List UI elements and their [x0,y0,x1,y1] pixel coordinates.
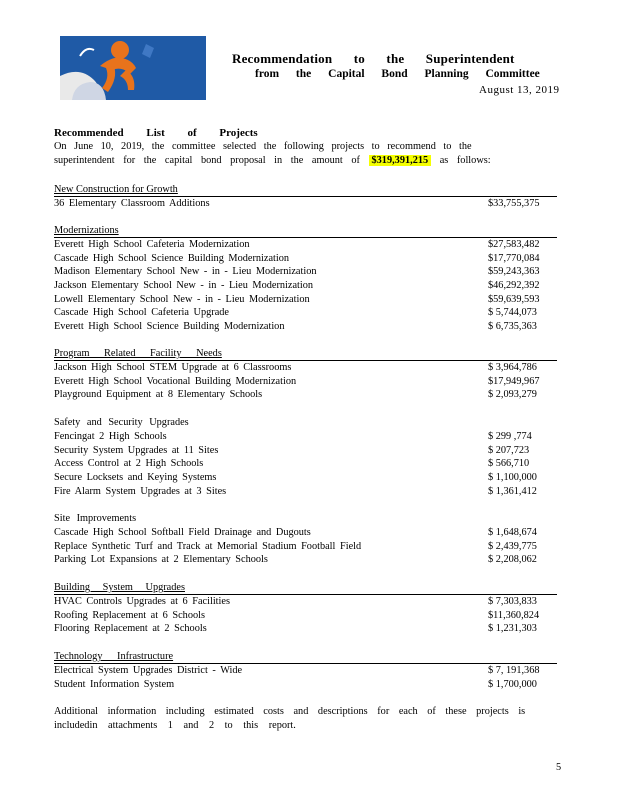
project-label: Cascade High School Science Building Modernization [54,253,290,264]
document-title: Recommendation to the Superintendent [232,51,515,66]
project-cost: $33,755,375 [488,198,540,209]
project-cost: $ 1,231,303 [488,623,537,634]
project-cost: $ 207,723 [488,445,530,456]
project-cost: $11,360,824 [488,610,540,621]
project-cost: $ 5,744,073 [488,307,537,318]
section-rule [54,594,557,595]
section-rule [54,360,557,361]
section-title-site: Site Improvements [54,513,137,524]
project-label: Jackson Elementary School New - in - Lieu Modernization [54,280,314,291]
page-number: 5 [556,762,562,773]
section-rule [54,196,557,197]
district-logo [60,36,206,100]
intro-line-1: On June 10, 2019, the committee selected the following projects to recommend to the [54,141,472,152]
project-label: Electrical System Upgrades District - Wide [54,665,243,676]
project-label: Security System Upgrades at 11 Sites [54,445,219,456]
project-cost: $ 2,208,062 [488,554,537,565]
project-label: Madison Elementary School New - in - Lieu Modernization [54,266,317,277]
project-label: Access Control at 2 High Schools [54,458,204,469]
section-title-building: Building System Upgrades [54,582,185,593]
project-cost: $ 6,735,363 [488,321,537,332]
intro-text-end: as follows: [439,155,491,166]
project-label: Playground Equipment at 8 Elementary Schools [54,389,263,400]
section-title-modernizations: Modernizations [54,225,119,236]
project-label: Parking Lot Expansions at 2 Elementary Schools [54,554,268,565]
project-cost: $ 1,700,000 [488,679,537,690]
project-cost: $17,770,084 [488,253,540,264]
document-date: August 13, 2019 [479,84,560,96]
closing-paragraph-line-1: Additional information including estimated costs and descriptions for each of these projects is [54,706,526,717]
project-cost: $59,243,363 [488,266,540,277]
section-heading: Recommended List of Projects [54,127,258,139]
project-label: Roofing Replacement at 6 Schools [54,610,205,621]
project-cost: $17,949,967 [488,376,540,387]
intro-line-2 [54,155,491,166]
project-cost: $ 3,964,786 [488,362,537,373]
section-rule [54,237,557,238]
project-cost: $ 566,710 [488,458,530,469]
project-cost: $27,583,482 [488,239,540,250]
project-label: Cascade High School Cafeteria Upgrade [54,307,229,318]
closing-paragraph-line-2: includedin attachments 1 and 2 to this report. [54,720,296,731]
project-label: 36 Elementary Classroom Additions [54,198,210,209]
project-label: Student Information System [54,679,175,690]
intro-text: superintendent for the capital bond proposal in the amount of [54,155,360,166]
project-label: Secure Locksets and Keying Systems [54,472,217,483]
bond-amount-highlight: $319,391,215 [369,155,432,166]
project-label: Everett High School Vocational Building Modernization [54,376,297,387]
project-label: Replace Synthetic Turf and Track at Memorial Stadium Football Field [54,541,362,552]
section-title-technology: Technology Infrastructure [54,651,174,662]
project-label: Flooring Replacement at 2 Schools [54,623,207,634]
project-cost: $ 1,361,412 [488,486,537,497]
project-label: HVAC Controls Upgrades at 6 Facilities [54,596,230,607]
project-cost: $ 2,093,279 [488,389,537,400]
project-label: Cascade High School Softball Field Drainage and Dugouts [54,527,311,538]
project-label: Lowell Elementary School New - in - Lieu Modernization [54,294,310,305]
project-cost: $ 299 ,774 [488,431,532,442]
project-cost: $ 1,100,000 [488,472,537,483]
project-cost: $ 7, 191,368 [488,665,540,676]
project-cost: $46,292,392 [488,280,540,291]
project-label: Fencingat 2 High Schools [54,431,167,442]
project-label: Everett High School Cafeteria Modernization [54,239,250,250]
section-title-growth: New Construction for Growth [54,184,178,195]
section-rule [54,663,557,664]
project-label: Jackson High School STEM Upgrade at 6 Classrooms [54,362,292,373]
project-cost: $ 2,439,775 [488,541,537,552]
project-cost: $ 7,303,833 [488,596,537,607]
document-subtitle: from the Capital Bond Planning Committee [255,68,540,80]
project-cost: $59,639,593 [488,294,540,305]
section-title-program: Program Related Facility Needs [54,348,222,359]
project-label: Fire Alarm System Upgrades at 3 Sites [54,486,227,497]
project-label: Everett High School Science Building Modernization [54,321,285,332]
section-title-safety: Safety and Security Upgrades [54,417,189,428]
project-cost: $ 1,648,674 [488,527,537,538]
